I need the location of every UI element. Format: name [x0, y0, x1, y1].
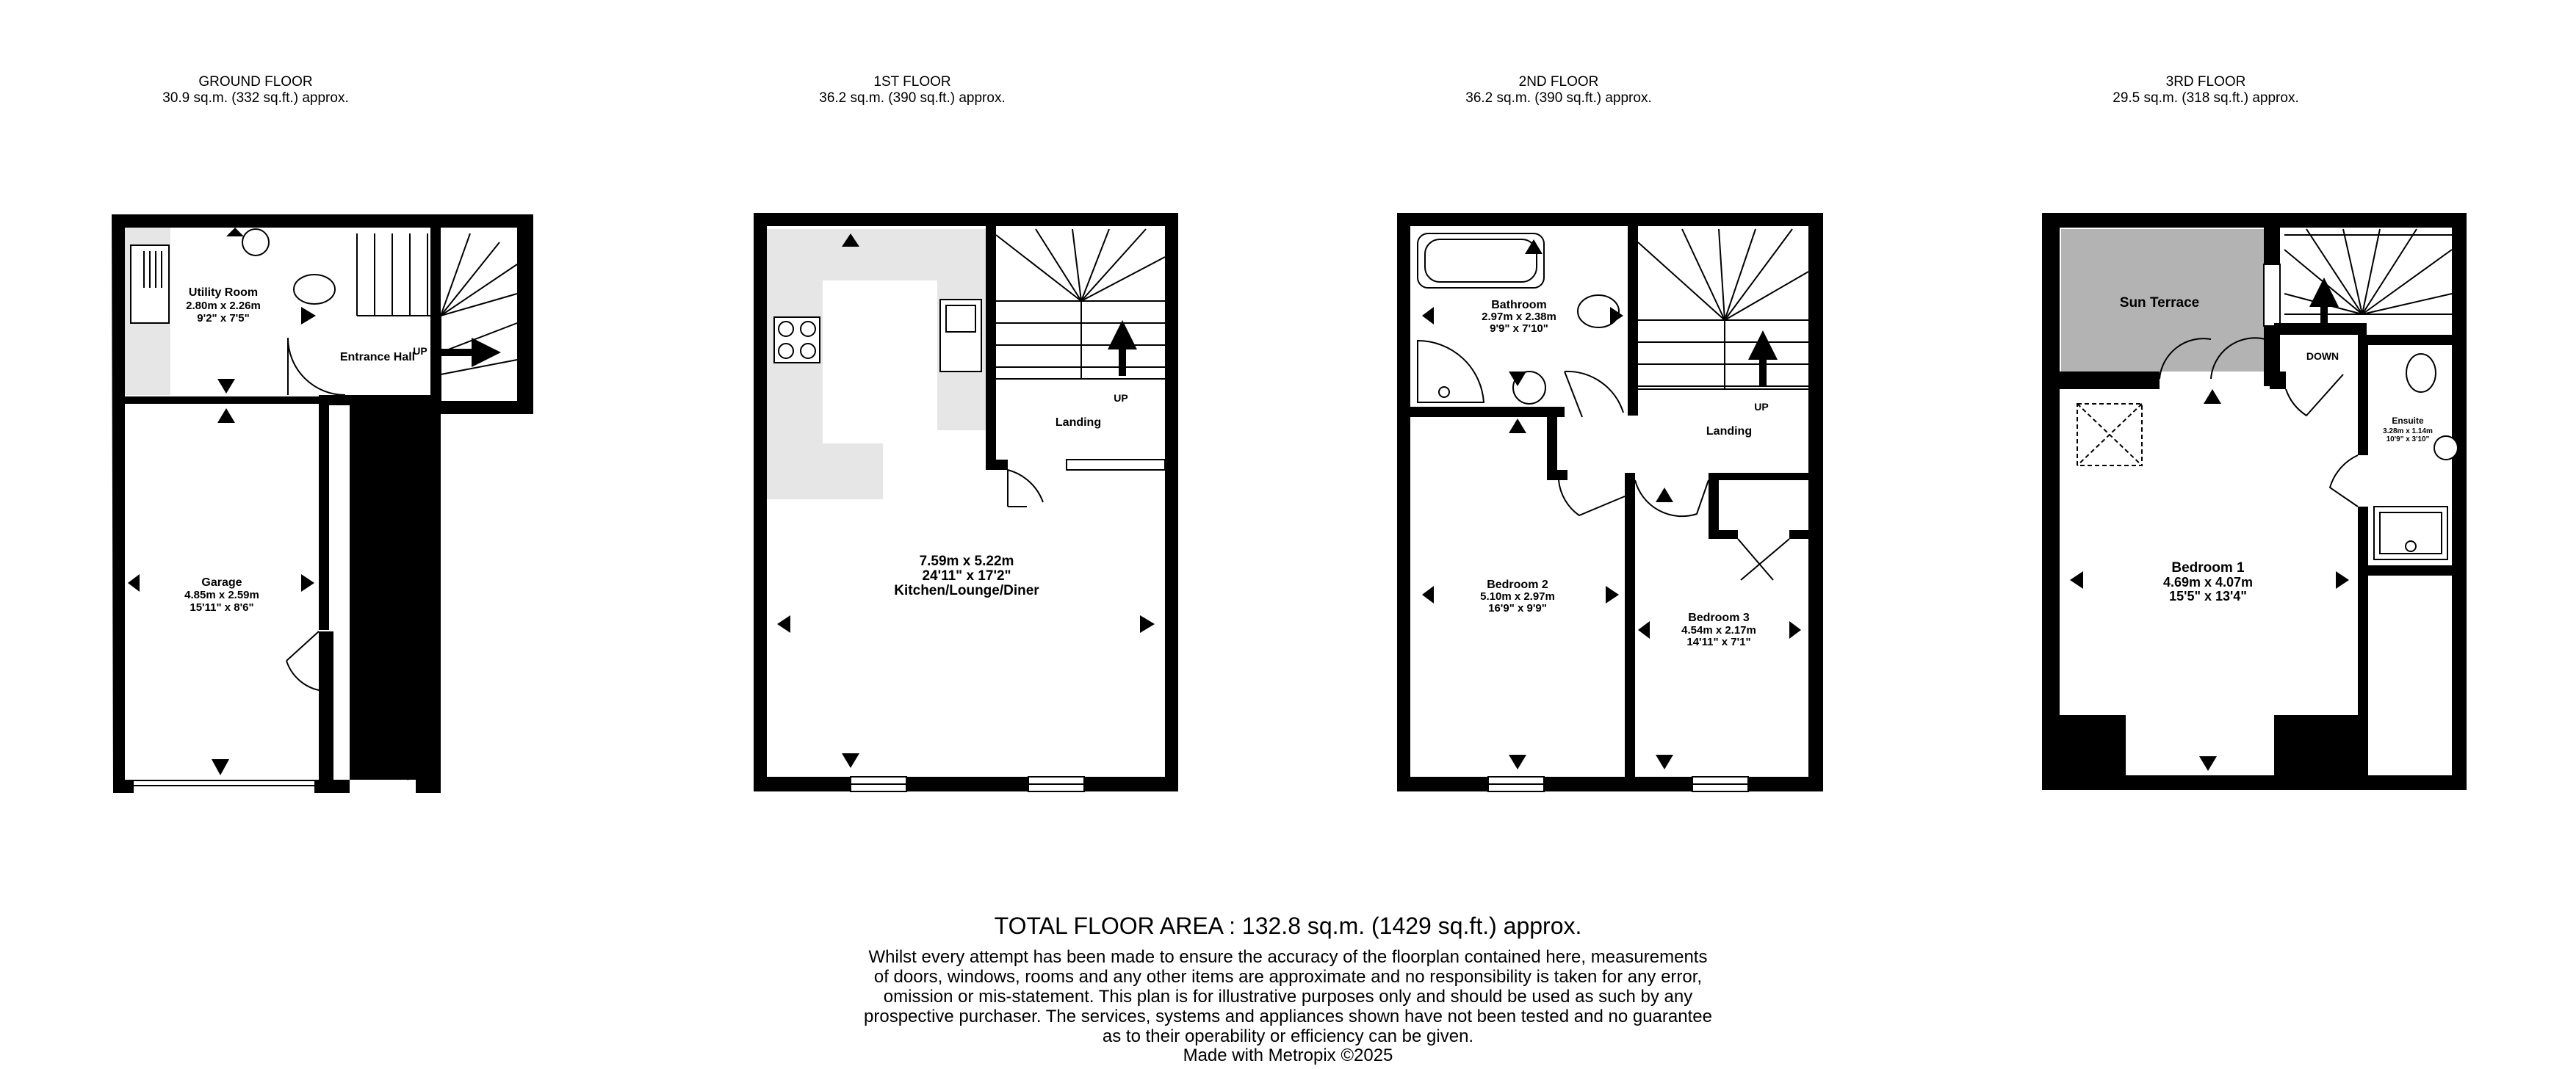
stair-up-label: UP [413, 345, 427, 357]
utility-door [288, 338, 345, 395]
floor-area: 30.9 sq.m. (332 sq.ft.) approx. [162, 90, 349, 106]
disclaimer-line: of doors, windows, rooms and any other items are approximate and no responsibility is taken for any error, [873, 967, 1703, 987]
bedroom3-closet-bottom [1709, 530, 1738, 539]
terrace-window [2264, 264, 2280, 326]
floor-area: 29.5 sq.m. (318 sq.ft.) approx. [2113, 90, 2299, 106]
cupboard-top [2274, 323, 2367, 335]
entrance-door-gap [350, 780, 416, 793]
bedroom-divider [1625, 473, 1635, 777]
floor-name: GROUND FLOOR [198, 74, 313, 90]
closet-door [1738, 539, 1789, 580]
bedroom3-closet-top [1709, 473, 1808, 480]
bedroom1-metric: 4.69m x 4.07m [2162, 575, 2254, 590]
stair-door [2286, 374, 2343, 416]
ensuite-door [2330, 455, 2358, 507]
bathroom-wall-right [1628, 226, 1638, 416]
disclaimer-line: Whilst every attempt has been made to ensure the accuracy of the floorplan contained here, measurements [868, 947, 1708, 967]
bathroom-name: Bathroom [1491, 299, 1547, 311]
metropix-credit: Made with Metropix ©2025 [1183, 1046, 1393, 1065]
bedroom1-name: Bedroom 1 [2171, 560, 2245, 576]
second-floor-plan [1397, 213, 1823, 791]
floor-name: 2ND FLOOR [1518, 74, 1599, 90]
bedroom3-name: Bedroom 3 [1688, 612, 1750, 624]
bedroom2-door [1559, 480, 1625, 515]
bathroom-wall-bottom [1410, 407, 1565, 417]
landing-name: Landing [1055, 416, 1102, 429]
ensuite-name: Ensuite [2392, 416, 2424, 426]
landing-name: Landing [1706, 425, 1753, 438]
bedroom3-closet-wall [1709, 473, 1719, 539]
stair-wall-right [430, 401, 533, 414]
ground-floor-plan [112, 214, 533, 793]
disclaimer-line: omission or mis-statement. This plan is for illustrative purposes only and should be used as such by any [883, 987, 1693, 1007]
stair-up-label: UP [1754, 401, 1769, 413]
landing-wall-left [986, 226, 996, 468]
bedroom2-metric: 5.10m x 2.97m [1480, 590, 1555, 603]
bedroom1-corner-left [2060, 715, 2126, 775]
sun-terrace-name: Sun Terrace [2119, 295, 2200, 311]
total-floor-area: TOTAL FLOOR AREA : 132.8 sq.m. (1429 sq.ft.) approx. [994, 913, 1582, 939]
second-floor-dimension-arrows [1422, 239, 1801, 769]
ensuite-basin [2434, 436, 2458, 460]
terrace-wall-bottom [2060, 372, 2160, 389]
hall-door [286, 631, 319, 690]
closet-wall-right [1789, 530, 1808, 539]
ensuite-wall-bottom [2358, 565, 2452, 576]
garage-door-gap [134, 781, 314, 793]
floor-area: 36.2 sq.m. (390 sq.ft.) approx. [1465, 90, 1652, 106]
utility-room-name: Utility Room [188, 286, 259, 299]
utility-wc [294, 275, 335, 304]
ensuite-wall-lower [2358, 507, 2368, 775]
terrace-wall-bottom-right [2270, 372, 2286, 389]
hall-wall [319, 395, 329, 630]
bathroom-metric: 2.97m x 2.38m [1482, 311, 1556, 323]
utility-room-metric: 2.80m x 2.26m [186, 300, 261, 312]
stair-wall [430, 228, 441, 414]
disclaimer-line: prospective purchaser. The services, systems and appliances shown have not been tested and no guarantee [864, 1007, 1712, 1026]
garage-name: Garage [201, 576, 242, 589]
bedroom2-name: Bedroom 2 [1487, 579, 1548, 591]
floor-name: 3RD FLOOR [2165, 74, 2246, 90]
stair-up-label: UP [1114, 392, 1128, 404]
kitchen-imperial: 24'11" x 17'2" [922, 568, 1011, 584]
entrance-hall-name: Entrance Hall [339, 351, 416, 363]
bedroom2-imperial: 16'9" x 9'9" [1488, 602, 1547, 615]
bedroom3-metric: 4.54m x 2.17m [1681, 624, 1756, 637]
kitchen-metric: 7.59m x 5.22m [919, 554, 1014, 569]
bathroom-door [1565, 372, 1623, 417]
bedroom3-door [1635, 480, 1709, 516]
second-floor-stairs [1638, 229, 1808, 389]
bedroom1-imperial: 15'5" x 13'4" [2169, 589, 2247, 604]
disclaimer [808, 947, 1768, 1046]
floor-area: 36.2 sq.m. (390 sq.ft.) approx. [819, 90, 1006, 106]
ensuite-imperial: 10'9" x 3'10" [2386, 435, 2430, 443]
bathroom-imperial: 9'9" x 7'10" [1490, 322, 1548, 335]
hall-wall-lower [319, 690, 329, 786]
ensuite-wall-top [2358, 335, 2452, 345]
third-floor-stairs [2284, 229, 2452, 314]
stair-down-label: DOWN [2306, 350, 2339, 362]
ensuite-wc [2406, 354, 2436, 392]
garage-metric: 4.85m x 2.59m [184, 589, 259, 601]
first-floor-stairs [996, 229, 1165, 379]
kitchen-name: Kitchen/Lounge/Diner [894, 583, 1039, 598]
utility-room-imperial: 9'2" x 7'5" [197, 312, 250, 325]
disclaimer-line: as to their operability or efficiency can be given. [1102, 1026, 1474, 1046]
bathroom-jamb [1547, 407, 1557, 480]
garage-imperial: 15'11" x 8'6" [190, 601, 254, 614]
landing-door [1008, 470, 1043, 507]
floor-name: 1ST FLOOR [873, 74, 951, 90]
ensuite-metric: 3.28m x 1.14m [2383, 427, 2433, 435]
bedroom2-wall-top [1547, 470, 1567, 480]
landing-window [1067, 460, 1165, 470]
utility-basin [242, 229, 269, 256]
ensuite-wall-left [2358, 335, 2368, 455]
shower-tray [1418, 341, 1484, 402]
bedroom1-corner-right [2274, 715, 2358, 775]
bedroom3-imperial: 14'11" x 7'1" [1686, 636, 1751, 648]
landing-wall-bottom [986, 460, 1008, 470]
third-floor-plan [2042, 213, 2467, 790]
first-floor-plan [754, 213, 1178, 791]
